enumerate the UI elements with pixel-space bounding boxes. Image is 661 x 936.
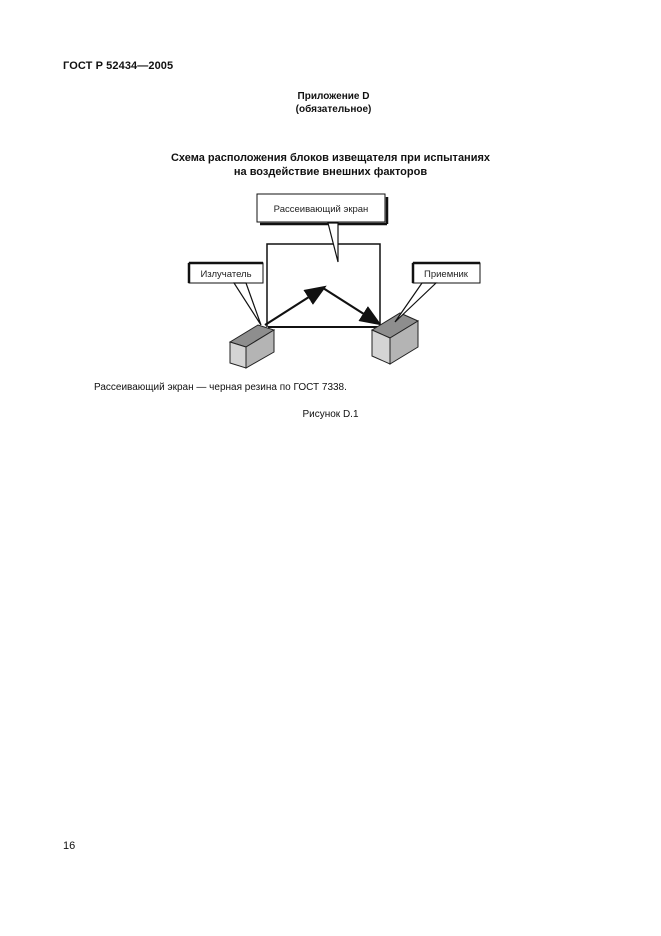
figure-title-line-1: Схема расположения блоков извещателя при испытаниях: [170, 152, 491, 164]
beam-path: [265, 288, 378, 325]
figure-caption: Рисунок D.1: [302, 409, 359, 420]
figure-title-line-2: на воздействие внешних факторов: [233, 166, 428, 178]
annex-title: Приложение D: [297, 91, 370, 102]
screen-label: Рассеивающий экран: [273, 204, 369, 215]
page-number: 16: [63, 840, 76, 852]
standard-header: ГОСТ Р 52434—2005: [63, 60, 174, 72]
emitter-callout: [189, 263, 263, 325]
test-setup-diagram: [180, 192, 510, 372]
receiver-callout: [395, 263, 480, 322]
emitter-label: Излучатель: [200, 269, 252, 280]
annex-status: (обязательное): [295, 104, 372, 115]
receiver-label: Приемник: [424, 269, 468, 280]
receiver-block: [372, 313, 418, 364]
figure-note: Рассеивающий экран — черная резина по ГОСТ 7338.: [94, 382, 347, 393]
screen-callout: [257, 194, 387, 262]
emitter-block: [230, 325, 274, 368]
